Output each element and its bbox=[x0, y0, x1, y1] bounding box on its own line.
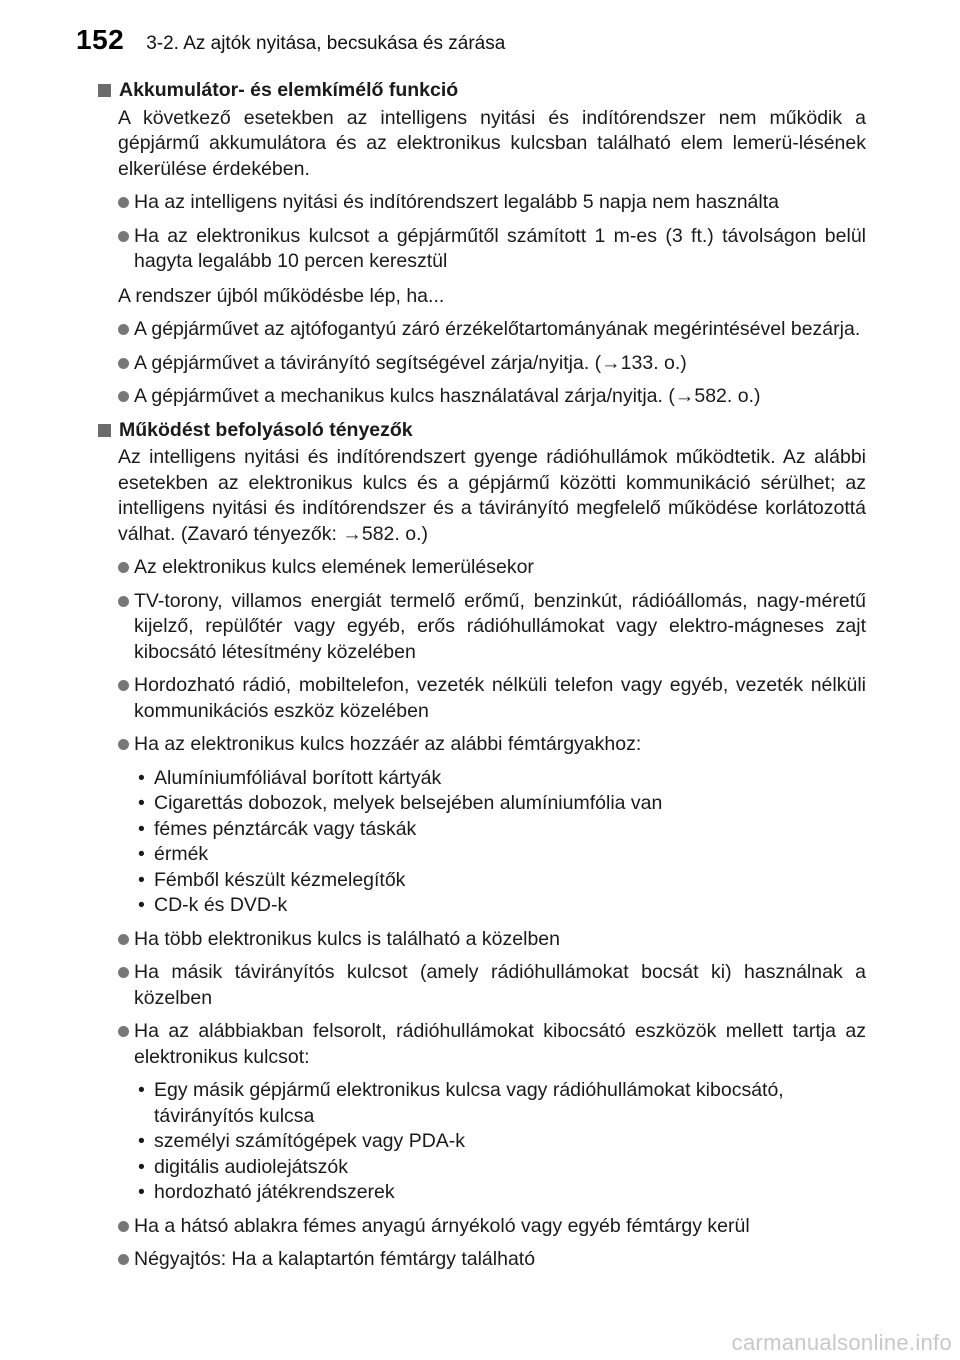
list-item: Ha az intelligens nyitási és indítórendszert legalább 5 napja nem használta bbox=[118, 190, 866, 216]
section-title-text: Akkumulátor- és elemkímélő funkció bbox=[119, 79, 459, 101]
sub-list-item: • érmék bbox=[138, 842, 866, 868]
bullet-icon bbox=[118, 596, 129, 607]
list-item: TV-torony, villamos energiát termelő erőmű, benzinkút, rádióállomás, nagy-méretű kijelző, repülőtér vagy egyéb, erős rádióhullámokat vagy elektro-mágneses zajt kibocsátó létesítmény közelében bbox=[118, 589, 866, 666]
watermark: carmanualsonline.info bbox=[731, 1330, 952, 1355]
bullet-icon bbox=[118, 1221, 129, 1232]
bullet-icon bbox=[118, 934, 129, 945]
sub-bullet-icon: • bbox=[138, 1079, 145, 1101]
sub-bullet-icon: • bbox=[138, 1155, 145, 1178]
sub-list-item: • fémes pénztárcák vagy táskák bbox=[138, 817, 866, 843]
section-interference-factors bbox=[98, 418, 866, 1273]
sub-list-item: • Fémből készült kézmelegítők bbox=[138, 868, 866, 894]
list-item: Hordozható rádió, mobiltelefon, vezeték nélküli telefon vagy egyéb, vezeték nélküli kommunikációs eszköz közelében bbox=[118, 673, 866, 724]
sub-bullet-icon: • bbox=[138, 1181, 145, 1203]
list-item: Ha több elektronikus kulcs is található a közelben bbox=[118, 927, 866, 953]
page-header bbox=[76, 24, 505, 64]
bullet-icon bbox=[118, 739, 129, 750]
page-content bbox=[98, 78, 866, 1273]
section-square-icon bbox=[98, 424, 111, 437]
sub-bullet-icon: • bbox=[138, 843, 145, 865]
sub-list-item: • hordozható játékrendszerek bbox=[138, 1180, 866, 1206]
restart-text: A rendszer újból működésbe lép, ha... bbox=[118, 284, 445, 307]
sub-list-item: • Alumíniumfóliával borított kártyák bbox=[138, 766, 866, 792]
bullet-icon bbox=[118, 680, 129, 691]
section-intro: Az intelligens nyitási és indítórendszert gyenge rádióhullámok működtetik. Az alábbi esetekben az elektronikus kulcs és a gépjármű közötti kommunikáció sérülhet; az intelligens nyitási és indítórendszer és a távirányító megfelelő működése korlátozottá válhat. (Zavaró tényezők: →582. o.) bbox=[118, 446, 866, 545]
bullet-icon bbox=[118, 562, 129, 573]
list-item: A gépjárművet a mechanikus kulcs használatával zárja/nyitja. (→582. o.) bbox=[118, 384, 866, 410]
sub-bullet-icon: • bbox=[138, 1130, 145, 1152]
list-item: Négyajtós: Ha a kalaptartón fémtárgy található bbox=[118, 1247, 866, 1273]
bullet-icon bbox=[118, 1026, 129, 1037]
list-item: Ha az elektronikus kulcs hozzáér az alábbi fémtárgyakhoz: bbox=[118, 732, 866, 758]
list-item: Ha az elektronikus kulcsot a gépjárműtől számított 1 m-es (3 ft.) távolságon belül hagyta legalább 10 percen keresztül bbox=[118, 224, 866, 275]
sub-bullet-icon: • bbox=[138, 894, 145, 916]
interference-list bbox=[118, 555, 866, 1273]
list-item: A gépjárművet a távirányító segítségével zárja/nyitja. (→133. o.) bbox=[118, 351, 866, 377]
section-intro: A következő esetekben az intelligens nyitási és indítórendszer nem működik a gépjármű akkumulátora és az elektronikus kulcsban található elem lemerü-lésének elkerülése érdekében. bbox=[118, 106, 866, 180]
bullet-icon bbox=[118, 231, 129, 242]
list-item: Ha az alábbiakban felsorolt, rádióhullámokat kibocsátó eszközök mellett tartja az elektronikus kulcsot: bbox=[118, 1019, 866, 1070]
sub-bullet-icon: • bbox=[138, 817, 145, 840]
chapter-title: 3-2. Az ajtók nyitása, becsukása és zárása bbox=[146, 33, 506, 54]
sub-bullet-icon: • bbox=[138, 868, 145, 891]
bullet-icon bbox=[118, 358, 129, 369]
sub-list bbox=[118, 766, 866, 919]
section-title bbox=[98, 78, 866, 104]
sub-list-item: • digitális audiolejátszók bbox=[138, 1155, 866, 1181]
bullet-icon bbox=[118, 1254, 129, 1265]
section-battery-saving bbox=[98, 78, 866, 410]
bullet-icon bbox=[118, 197, 129, 208]
list-item: Ha a hátsó ablakra fémes anyagú árnyékoló vagy egyéb fémtárgy kerül bbox=[118, 1214, 866, 1240]
bullet-icon bbox=[118, 391, 129, 402]
bullet-icon bbox=[118, 967, 129, 978]
sub-bullet-icon: • bbox=[138, 792, 145, 814]
list-item: Az elektronikus kulcs elemének lemerülésekor bbox=[118, 555, 866, 581]
bullet-icon bbox=[118, 324, 129, 335]
sub-list-item: • személyi számítógépek vagy PDA-k bbox=[138, 1129, 866, 1155]
sub-bullet-icon: • bbox=[138, 766, 145, 789]
section-square-icon bbox=[98, 84, 111, 97]
sub-list-item: • Cigarettás dobozok, melyek belsejében alumíniumfólia van bbox=[138, 791, 866, 817]
page-number: 152 bbox=[76, 24, 125, 55]
sub-list-item: • Egy másik gépjármű elektronikus kulcsa vagy rádióhullámokat kibocsátó, távirányítós kulcsa bbox=[138, 1078, 866, 1129]
section-title bbox=[98, 418, 866, 444]
list-item: Ha másik távirányítós kulcsot (amely rádióhullámokat bocsát ki) használnak a közelben bbox=[118, 960, 866, 1011]
list-item: A gépjárművet az ajtófogantyú záró érzékelőtartományának megérintésével bezárja. bbox=[118, 317, 866, 343]
sub-list bbox=[118, 1078, 866, 1206]
section-title-text: Működést befolyásoló tényezők bbox=[119, 418, 413, 441]
sub-list-item: • CD-k és DVD-k bbox=[138, 893, 866, 919]
